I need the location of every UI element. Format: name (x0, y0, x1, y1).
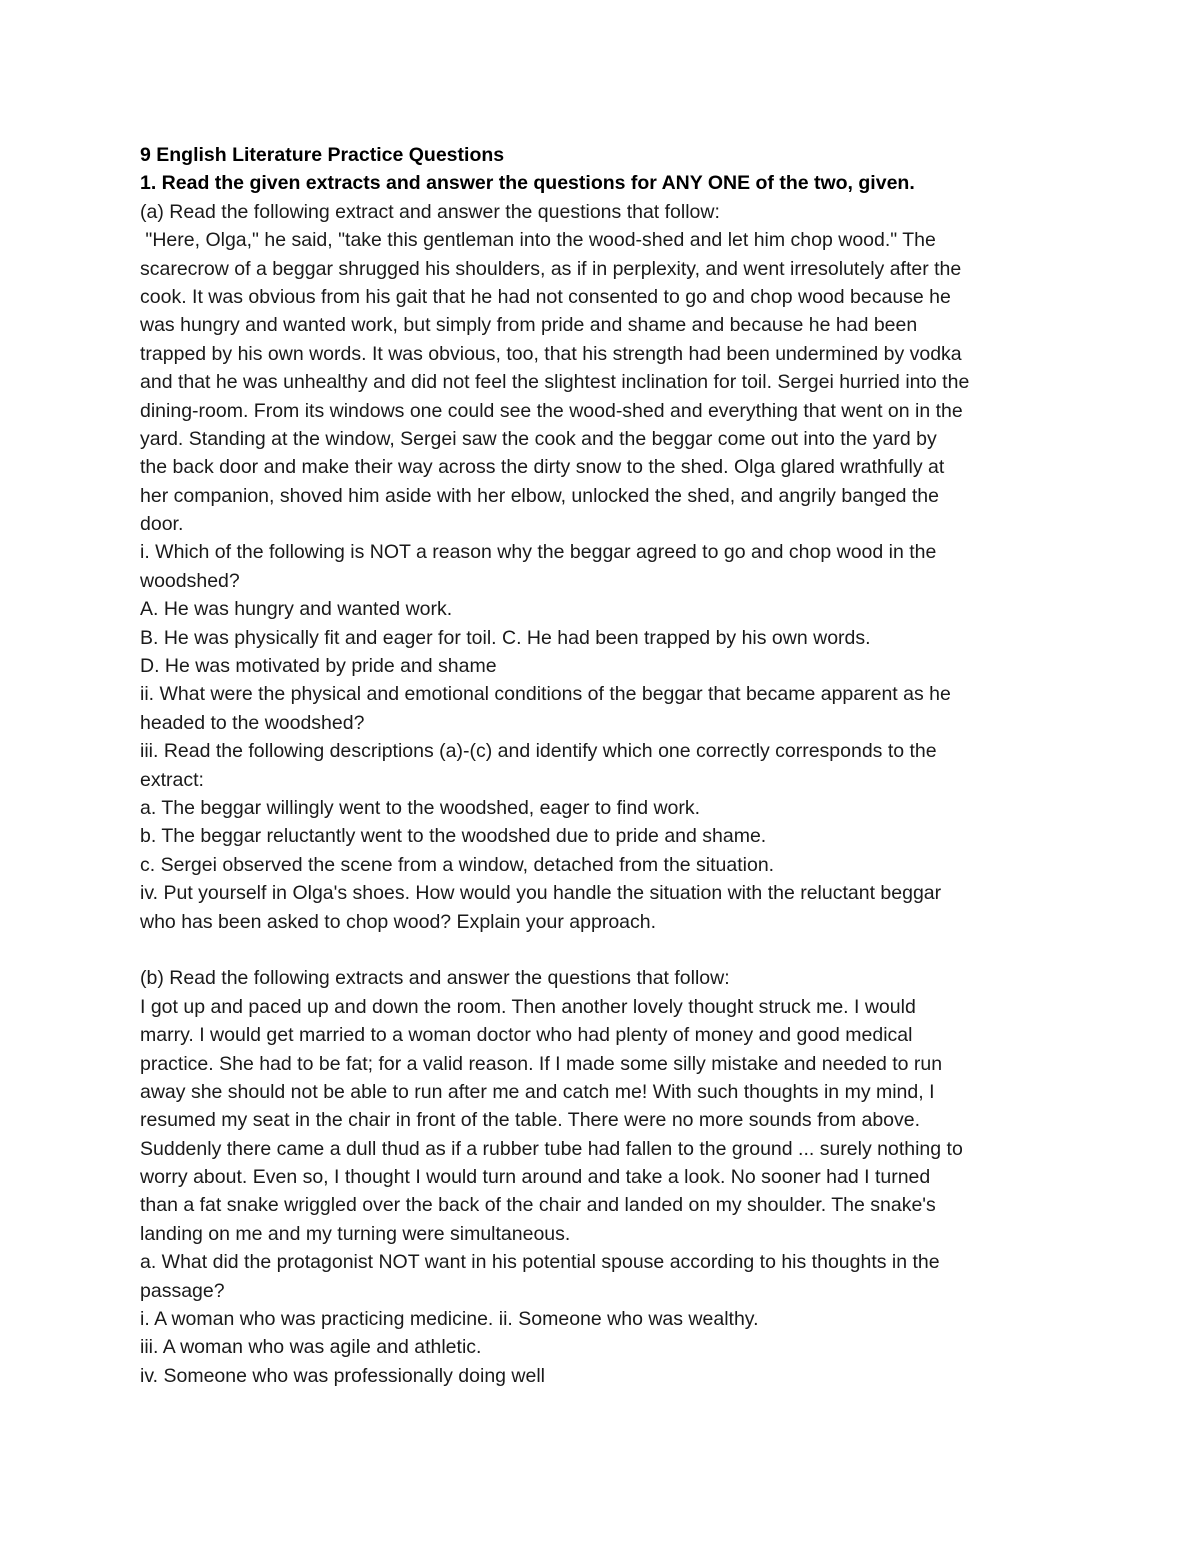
option-line: iv. Someone who was professionally doing well (140, 1364, 546, 1387)
extract-line: landing on me and my turning were simultaneous. (140, 1222, 571, 1245)
extract-line: I got up and paced up and down the room. Then another lovely thought struck me. I would (140, 995, 916, 1018)
extract-line: yard. Standing at the window, Sergei saw the cook and the beggar come out into the yard by (140, 427, 937, 450)
section-a-questions (140, 538, 1075, 935)
option-line: c. Sergei observed the scene from a window, detached from the situation. (140, 853, 775, 876)
question-line: a. What did the protagonist NOT want in his potential spouse according to his thoughts in the (140, 1251, 940, 1274)
option-line: A. He was hungry and wanted work. (140, 598, 453, 621)
extract-line: her companion, shoved him aside with her elbow, unlocked the shed, and angrily banged the (140, 484, 939, 507)
question-line: who has been asked to chop wood? Explain your approach. (140, 910, 657, 933)
section-b-extract (140, 993, 1075, 1249)
extract-line: and that he was unhealthy and did not feel the slightest inclination for toil. Sergei hurried into the (140, 371, 970, 394)
option-line: a. The beggar willingly went to the woodshed, eager to find work. (140, 796, 701, 819)
question-line: i. Which of the following is NOT a reason why the beggar agreed to go and chop wood in the (140, 541, 937, 564)
extract-line: resumed my seat in the chair in front of the table. There were no more sounds from above. (140, 1109, 921, 1132)
extract-line: Suddenly there came a dull thud as if a rubber tube had fallen to the ground ... surely nothing to (140, 1137, 963, 1160)
extract-line: scarecrow of a beggar shrugged his shoulders, as if in perplexity, and went irresolutely after the (140, 257, 962, 280)
section-a-intro: (a) Read the following extract and answer the questions that follow: (140, 200, 720, 223)
section-b-intro: (b) Read the following extracts and answer the questions that follow: (140, 967, 730, 990)
question-heading: 1. Read the given extracts and answer the questions for ANY ONE of the two, given. (140, 172, 915, 195)
extract-line: trapped by his own words. It was obvious, too, that his strength had been undermined by vodka (140, 342, 962, 365)
section-spacer (140, 936, 1075, 964)
extract-line: practice. She had to be fat; for a valid reason. If I made some silly mistake and needed to run (140, 1052, 943, 1075)
question-line: extract: (140, 768, 204, 791)
extract-line: door. (140, 513, 184, 536)
section-a-extract (140, 226, 1075, 538)
extract-line: was hungry and wanted work, but simply from pride and shame and because he had been (140, 314, 918, 337)
option-line: b. The beggar reluctantly went to the woodshed due to pride and shame. (140, 825, 767, 848)
section-b (140, 964, 1075, 1390)
question-line: ii. What were the physical and emotional conditions of the beggar that became apparent as he (140, 683, 951, 706)
question-line: iii. Read the following descriptions (a)-(c) and identify which one correctly corresponds to the (140, 740, 937, 763)
extract-line: cook. It was obvious from his gait that he had not consented to go and chop wood because he (140, 285, 951, 308)
question-line: headed to the woodshed? (140, 711, 365, 734)
question-line: woodshed? (140, 569, 240, 592)
option-line: B. He was physically fit and eager for toil. C. He had been trapped by his own words. (140, 626, 871, 649)
question-line: passage? (140, 1279, 225, 1302)
option-line: D. He was motivated by pride and shame (140, 655, 497, 678)
extract-line: the back door and make their way across the dirty snow to the shed. Olga glared wrathfully at (140, 456, 945, 479)
section-b-questions (140, 1248, 1075, 1390)
option-line: iii. A woman who was agile and athletic. (140, 1336, 482, 1359)
question-line: iv. Put yourself in Olga's shoes. How would you handle the situation with the reluctant beggar (140, 882, 942, 905)
extract-line: away she should not be able to run after me and catch me! With such thoughts in my mind, I (140, 1080, 935, 1103)
extract-line: marry. I would get married to a woman doctor who had plenty of money and good medical (140, 1024, 913, 1047)
extract-line: worry about. Even so, I thought I would turn around and take a look. No sooner had I turned (140, 1166, 931, 1189)
extract-line: dining-room. From its windows one could see the wood-shed and everything that went on in the (140, 399, 963, 422)
document-page (140, 141, 1075, 1390)
document-title: 9 English Literature Practice Questions (140, 144, 505, 166)
option-line: i. A woman who was practicing medicine. ii. Someone who was wealthy. (140, 1308, 759, 1331)
extract-line: than a fat snake wriggled over the back of the chair and landed on my shoulder. The snake's (140, 1194, 936, 1217)
extract-line: "Here, Olga," he said, "take this gentleman into the wood-shed and let him chop wood." The (140, 229, 936, 252)
section-a (140, 198, 1075, 936)
